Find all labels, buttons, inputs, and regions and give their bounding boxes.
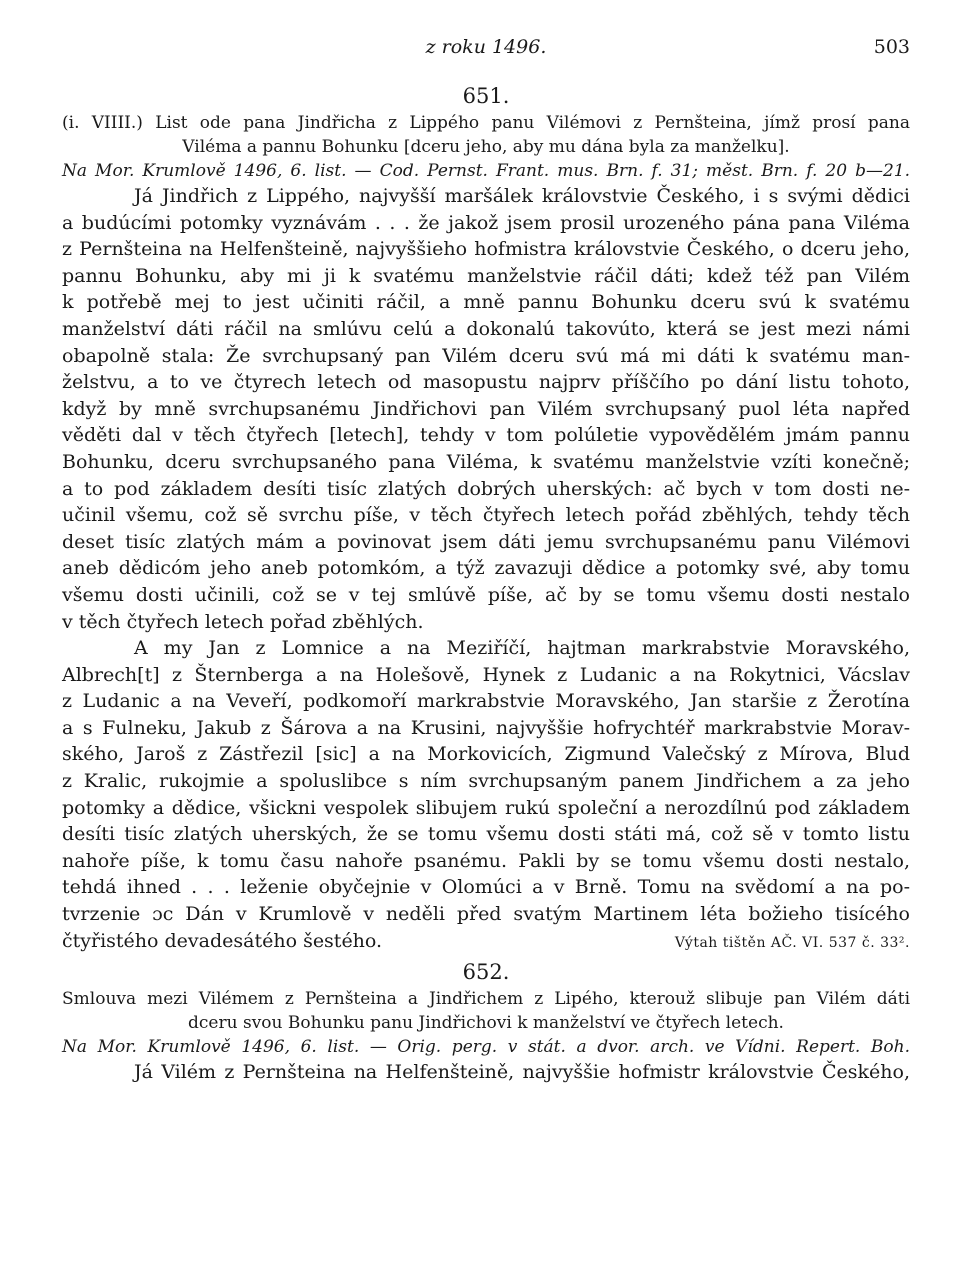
text-line: z Kralic, rukojmie a spoluslibce s ním svrchupsaným panem Jindřichem a za jeho <box>62 770 910 793</box>
document-heading-652 <box>62 988 910 1035</box>
text-line: ského, Jaroš z Zástřezil [sic] a na Morkovicích, Zigmund Valečský z Mírova, Blud <box>62 743 910 766</box>
text-line: pannu Bohunku, aby mi ji k svatému manželstvie ráčil dáti; kdež též pan Vilém <box>62 264 910 287</box>
page-number: 503 <box>873 36 910 58</box>
source-citation-651: Na Mor. Krumlově 1496, 6. list. — Cod. Pernst. Frant. mus. Brn. f. 31; měst. Brn. f. 20 b—21. <box>62 161 910 181</box>
document-heading-651 <box>62 112 910 159</box>
text-line: z Ludanic a na Veveří, podkomoří markrabstvie Moravského, Jan staršie z Žerotína <box>62 690 910 713</box>
closing-line <box>62 928 910 957</box>
text-line: potomky a dědice, všickni vespolek slibujem rukú společní a nerozdílnú pod základem <box>62 796 910 819</box>
text-line: k potřebě mej to jest učiniti ráčil, a mně pannu Bohunku dceru svú k svatému <box>62 291 910 314</box>
text-line: Albrech[t] z Šternberga a na Holešově, Hynek z Ludanic a na Rokytnici, Vácslav <box>62 663 910 686</box>
text-line: z Pernšteina na Helfenšteině, najvyššieho hofmistra královstvie Českého, o dceru jeho, <box>62 238 910 261</box>
heading-line: (i. VIIII.) List ode pana Jindřicha z Lippého panu Vilémovi z Pernšteina, jímž prosí pana <box>62 113 910 133</box>
heading-line: dceru svou Bohunku panu Jindřichovi k manželství ve čtyřech letech. <box>188 1012 784 1033</box>
running-title: z roku 1496. <box>425 36 547 58</box>
text-line: a to pod základem desíti tisíc zlatých dobrých uherských: ač bych v tom dosti ne- <box>62 477 910 500</box>
running-head <box>62 36 910 66</box>
text-line: Já Jindřich z Lippého, najvyšší maršálek královstvie Českého, i s svými dědici <box>134 185 910 207</box>
heading-line: Viléma a pannu Bohunku [dceru jeho, aby mu dána byla za manželku]. <box>182 136 790 157</box>
text-line: deset tisíc zlatých mám a povinovat jsem dáti jemu svrchupsanému panu Vilémovi <box>62 530 910 553</box>
text-line: tehdá ihned . . . leženie obyčejnie v Olomúci a v Brně. Tomu na svědomí a na po- <box>62 876 910 899</box>
text-line: obapolně stala: Že svrchupsaný pan Vilém dceru svú má mi dáti k svatému man- <box>62 344 910 367</box>
text-line: desíti tisíc zlatých uherských, že se tomu všemu dosti státi má, což sě v tomto listu <box>62 823 910 846</box>
text-line: věděti dal v těch čtyřech [letech], tehdy v tom polúletie vypovědělém jmám pannu <box>62 424 910 447</box>
text-line: když by mně svrchupsanému Jindřichovi pan Vilém svrchupsaný puol léta napřed <box>62 397 910 420</box>
closing-note: Výtah tištěn AČ. VI. 537 č. 33². <box>674 934 910 951</box>
text-line: A my Jan z Lomnice a na Meziříčí, hajtman markrabstvie Moravského, <box>134 637 910 660</box>
source-citation-652: Na Mor. Krumlově 1496, 6. list. — Orig. perg. v stát. a dvor. arch. ve Vídni. Repert. Boh. <box>62 1037 910 1058</box>
text-line: Bohunku, dceru svrchupsaného pana Viléma, k svatému manželstvie vzíti konečně; <box>62 450 910 473</box>
document-number-651: 651. <box>462 84 510 108</box>
text-line: tvrzenie ɔc Dán v Krumlově v neděli před svatým Martinem léta božieho tisícého <box>62 903 910 926</box>
text-line: manželství dáti ráčil na smlúvu celú a dokonalú takovúto, která se jest mezi námi <box>62 317 910 340</box>
paragraph-1 <box>62 183 910 635</box>
page-content <box>62 80 910 1086</box>
heading-line: Smlouva mezi Vilémem z Pernšteina a Jindřichem z Lipého, kterouž slibuje pan Vilém dáti <box>62 989 910 1010</box>
text-line: nahoře píše, k tomu času nahoře psanému. Pakli by se tomu všemu dosti nestalo, <box>62 849 910 872</box>
text-line: v těch čtyřech letech pořad zběhlých. <box>62 610 424 633</box>
text-line: aneb dědicóm jeho aneb potomkóm, a týž zavazuji dědice a potomky své, aby tomu <box>62 557 910 580</box>
text-line: a s Fulneku, Jakub z Šárova a na Krusini, najvyššie hofrychtéř markrabstvie Morav- <box>62 716 910 739</box>
text-line: všemu dosti učinili, což se v tej smlúvě píše, ač by se tomu všemu dosti nestalo <box>62 583 910 606</box>
paragraph-2 <box>62 635 910 956</box>
text-line: želstvu, a to ve čtyrech letech od masopustu najprv příščího po dání listu tohoto, <box>62 371 910 394</box>
paragraph-1 <box>62 1059 910 1086</box>
document-number-652: 652. <box>462 960 510 985</box>
body-text-651 <box>62 183 910 956</box>
text-line: a budúcími potomky vyznávám . . . že jakož jsem prosil urozeného pána pana Viléma <box>62 211 910 234</box>
closing-text: čtyřistého devadesátého šestého. <box>62 929 383 952</box>
body-text-652 <box>62 1059 910 1086</box>
text-line: učinil všemu, což sě svrchu píše, v těch čtyřech letech pořád zběhlých, tehdy těch <box>62 504 910 527</box>
text-line: Já Vilém z Pernšteina na Helfenšteině, najvyššie hofmistr královstvie Českého, <box>134 1061 910 1084</box>
